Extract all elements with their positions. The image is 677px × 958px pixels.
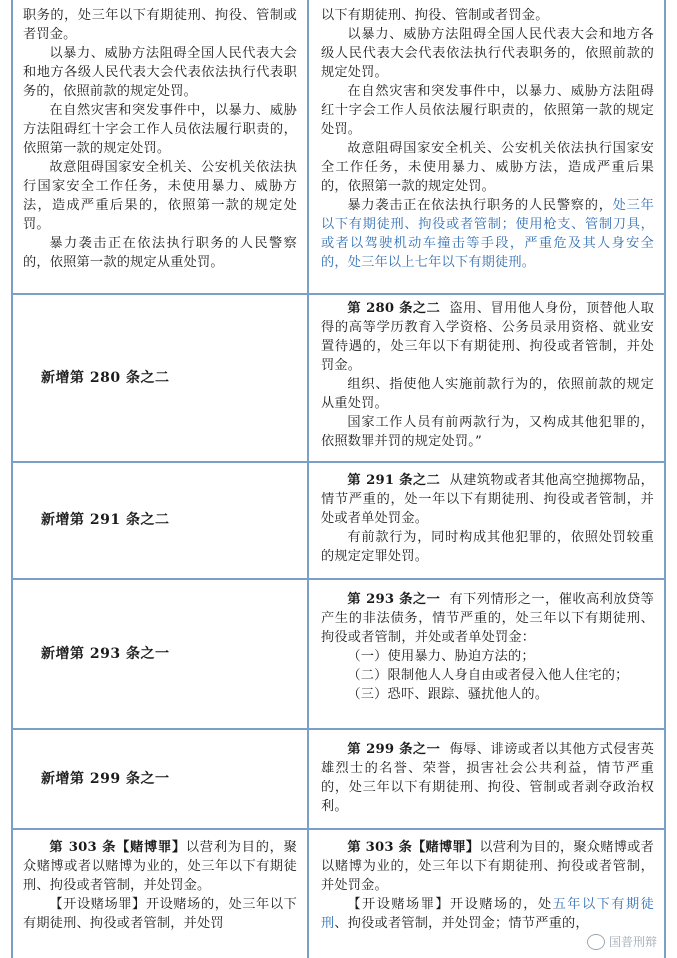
paragraph-text: 以营利为目的，聚众赌博或者以赌博为业的，处三年以下有期徒刑、拘役或者管制，并处罚金。 [23, 840, 297, 893]
article-title: 第 299 条之一 [347, 742, 441, 757]
table-row [11, 830, 666, 958]
paragraph [321, 895, 654, 933]
paragraph-text: 暴力袭击正在依法执行职务的人民警察的， [347, 198, 613, 213]
old-text-cell [11, 295, 309, 461]
paragraph: 组织、指使他人实施前款行为的，依照前款的规定从重处罚。 [321, 377, 654, 411]
new-text-cell [309, 295, 664, 461]
list-item: （三）恐吓、跟踪、骚扰他人的。 [347, 687, 549, 702]
paragraph [321, 590, 654, 647]
wechat-icon [587, 934, 605, 950]
paragraph [23, 838, 297, 895]
new-article-label: 新增第 291 条之二 [41, 512, 170, 528]
paragraph: 故意阻碍国家安全机关、公安机关依法执行国家安全工作任务，未使用暴力、威胁方法，造成严重后果的，依照第一款的规定处罚。 [23, 160, 297, 232]
paragraph [321, 838, 654, 895]
article-title: 第 303 条【赌博罪】 [347, 840, 480, 855]
table-row [11, 463, 666, 580]
paragraph: 【开设赌场罪】开设赌场的，处三年以下有期徒刑、拘役或者管制，并处罚 [23, 897, 297, 931]
paragraph [321, 740, 654, 816]
article-title: 第 303 条【赌博罪】 [49, 840, 186, 855]
watermark [587, 933, 657, 950]
table-row [11, 580, 666, 730]
article-title: 第 280 条之二 [347, 301, 441, 316]
paragraph-text: 侮辱、诽谤或者以其他方式侵害英雄烈士的名誉、荣誉，损害社会公共利益，情节严重的，处三年以下有期徒刑、拘役、管制或者剥夺政治权利。 [321, 742, 654, 814]
list-item: （一）使用暴力、胁迫方法的； [347, 649, 535, 664]
old-text-cell [11, 0, 309, 293]
paragraph: 有前款行为，同时构成其他犯罪的，依照处罚较重的规定定罪处罚。 [321, 530, 654, 564]
paragraph [321, 299, 654, 375]
article-title: 第 291 条之二 [347, 473, 441, 488]
list-item: （二）限制他人人身自由或者侵入他人住宅的； [347, 668, 629, 683]
article-title: 第 293 条之一 [347, 592, 441, 607]
table-row [11, 295, 666, 463]
table-row [11, 0, 666, 295]
paragraph-text: 以营利为目的，聚众赌博或者以赌博为业的，处三年以下有期徒刑、拘役或者管制，并处罚金。 [321, 840, 655, 893]
new-article-label: 新增第 299 条之一 [41, 770, 170, 787]
watermark-text: 国普刑辩 [608, 935, 657, 949]
paragraph: 以暴力、威胁方法阻碍全国人民代表大会和地方各级人民代表大会代表依法执行代表职务的，依照前款的规定处罚。 [23, 46, 297, 99]
paragraph: 在自然灾害和突发事件中，以暴力、威胁方法阻碍红十字会工作人员依法履行职责的，依照第一款的规定处罚。 [321, 84, 654, 137]
new-article-label: 新增第 293 条之一 [41, 645, 170, 662]
paragraph-text: 、拘役或者管制，并处罚金；情节严重的， [334, 916, 589, 931]
new-text-cell [309, 580, 664, 728]
paragraph-text: 盗用、冒用他人身份，顶替他人取得的高等学历教育入学资格、公务员录用资格、就业安置待遇的，处三年以下有期徒刑、拘役或者管制，并处罚金。 [321, 301, 654, 373]
old-text-cell [11, 463, 309, 578]
amended-text: 处三年以下有期徒刑、拘役或者管制；使用枪支、管制刀具，或者以驾驶机动车撞击等手段，严重危及其人身安全的，处三年以上七年以下有期徒刑。 [321, 198, 654, 270]
paragraph [321, 196, 654, 272]
paragraph-text: 【开设赌场罪】开设赌场的，处 [347, 897, 553, 912]
new-text-cell [309, 730, 664, 828]
paragraph: 在自然灾害和突发事件中，以暴力、威胁方法阻碍红十字会工作人员依法履行职责的，依照第一款的规定处罚。 [23, 103, 297, 156]
paragraph [321, 471, 654, 528]
paragraph: 国家工作人员有前两款行为，又构成其他犯罪的，依照数罪并罚的规定处罚。” [321, 415, 654, 449]
table-row [11, 730, 666, 830]
paragraph-text: 从建筑物或者其他高空抛掷物品，情节严重的，处一年以下有期徒刑、拘役或者管制，并处或者单处罚金。 [321, 473, 654, 526]
new-text-cell [309, 463, 664, 578]
old-text-cell [11, 730, 309, 828]
paragraph-text: 有下列情形之一，催收高利放贷等产生的非法债务，情节严重的，处三年以下有期徒刑、拘役或者管制，并处或者单处罚金： [321, 592, 654, 645]
paragraph: 暴力袭击正在依法执行职务的人民警察的，依照第一款的规定从重处罚。 [23, 236, 297, 270]
paragraph: 以暴力、威胁方法阻碍全国人民代表大会和地方各级人民代表大会代表依法执行代表职务的，依照前款的规定处罚。 [321, 27, 654, 80]
paragraph: 职务的，处三年以下有期徒刑、拘役、管制或者罚金。 [23, 8, 297, 42]
old-text-cell [11, 830, 309, 958]
paragraph: 故意阻碍国家安全机关、公安机关依法执行国家安全工作任务，未使用暴力、威胁方法，造成严重后果的，依照第一款的规定处罚。 [321, 141, 654, 194]
new-article-label: 新增第 280 条之二 [41, 369, 170, 386]
new-text-cell [309, 0, 664, 293]
old-text-cell [11, 580, 309, 728]
paragraph: 以下有期徒刑、拘役、管制或者罚金。 [321, 8, 549, 23]
amended-text: 五年以下有期徒刑 [321, 897, 654, 931]
